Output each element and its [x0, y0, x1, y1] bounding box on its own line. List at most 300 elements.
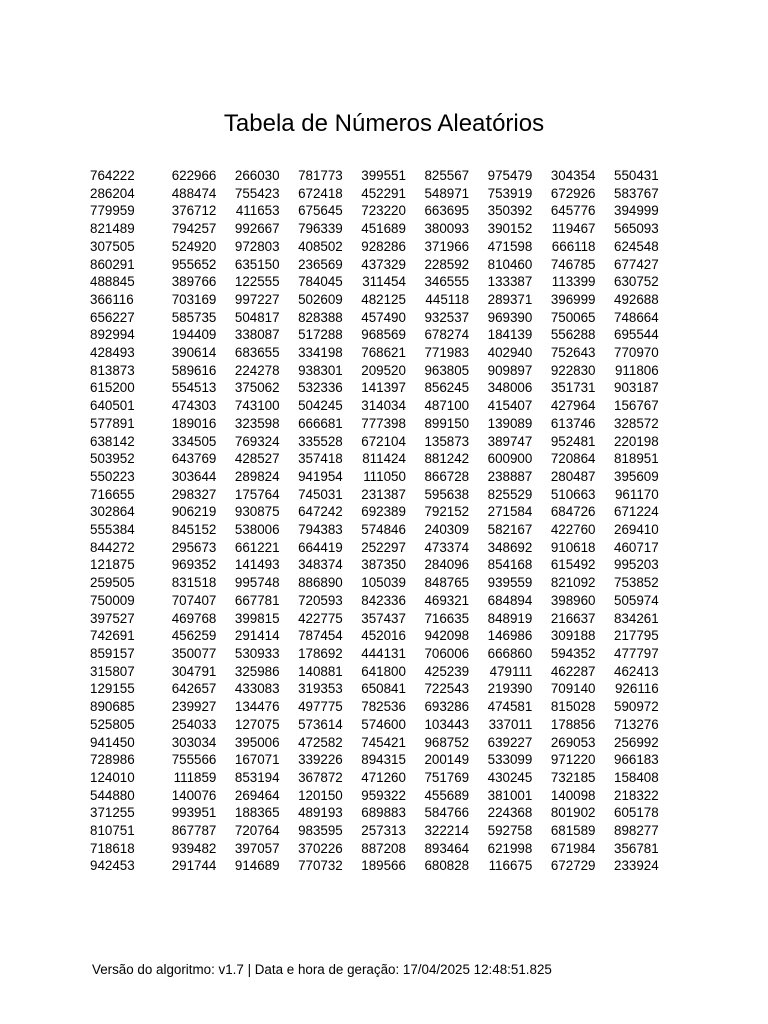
- table-cell: 750065: [550, 309, 596, 325]
- table-cell: 663695: [424, 203, 470, 219]
- table-cell: 969352: [171, 557, 217, 573]
- table-cell: 146986: [487, 628, 533, 644]
- table-cell: 966183: [614, 752, 659, 768]
- table-cell: 574600: [361, 716, 406, 732]
- table-cell: 452016: [361, 628, 406, 644]
- table-cell: 834261: [614, 610, 659, 626]
- table-row: [90, 840, 659, 858]
- table-cell: 259505: [90, 575, 135, 591]
- table-cell: 460717: [614, 539, 659, 555]
- table-cell: 338087: [234, 327, 280, 343]
- table-cell: 672104: [361, 433, 406, 449]
- table-cell: 380093: [424, 221, 470, 237]
- table-cell: 615200: [90, 380, 135, 396]
- table-cell: 903187: [614, 380, 659, 396]
- table-cell: 422775: [298, 610, 343, 626]
- table-row: [90, 645, 659, 663]
- table-cell: 787454: [298, 628, 343, 644]
- table-cell: 218322: [614, 787, 659, 803]
- table-row: [90, 751, 659, 769]
- table-cell: 254033: [171, 716, 217, 732]
- table-cell: 941954: [298, 468, 343, 484]
- table-cell: 415407: [487, 398, 533, 414]
- table-cell: 492688: [614, 291, 659, 307]
- table-cell: 457490: [361, 309, 406, 325]
- table-cell: 455689: [424, 787, 470, 803]
- table-cell: 390152: [487, 221, 533, 237]
- table-cell: 548971: [424, 185, 470, 201]
- table-cell: 387350: [361, 557, 406, 573]
- table-cell: 893464: [424, 840, 470, 856]
- table-cell: 842336: [361, 592, 406, 608]
- table-cell: 346555: [424, 274, 470, 290]
- table-cell: 718618: [90, 840, 135, 856]
- table-cell: 462287: [550, 663, 596, 679]
- table-cell: 389766: [171, 274, 217, 290]
- table-cell: 473374: [424, 539, 470, 555]
- table-cell: 867787: [171, 823, 217, 839]
- table-cell: 821092: [550, 575, 596, 591]
- table-cell: 113399: [551, 274, 596, 290]
- table-cell: 474303: [171, 398, 217, 414]
- table-cell: 942453: [90, 858, 135, 874]
- table-cell: 371255: [90, 805, 135, 821]
- table-cell: 397527: [90, 610, 135, 626]
- table-cell: 350077: [171, 645, 217, 661]
- table-cell: 538006: [234, 522, 280, 538]
- table-cell: 348374: [298, 557, 343, 573]
- table-cell: 269410: [614, 522, 659, 538]
- table-cell: 200149: [424, 752, 470, 768]
- table-cell: 139089: [487, 415, 533, 431]
- table-cell: 898277: [614, 823, 659, 839]
- table-cell: 689883: [361, 805, 406, 821]
- table-cell: 525805: [90, 716, 135, 732]
- table-cell: 680828: [424, 858, 470, 874]
- table-cell: 556288: [550, 327, 596, 343]
- table-cell: 584766: [424, 805, 470, 821]
- table-cell: 942098: [424, 628, 470, 644]
- table-cell: 376712: [171, 203, 217, 219]
- table-row: [90, 680, 659, 698]
- table-cell: 825567: [424, 168, 470, 183]
- table-cell: 141397: [361, 380, 406, 396]
- table-cell: 952481: [550, 433, 596, 449]
- table-cell: 770732: [298, 858, 343, 874]
- table-cell: 367872: [298, 769, 343, 785]
- table-cell: 577891: [90, 415, 135, 431]
- table-cell: 219390: [487, 681, 533, 697]
- table-cell: 334198: [298, 345, 343, 361]
- table-cell: 716635: [424, 610, 470, 626]
- table-cell: 894315: [361, 752, 406, 768]
- table-cell: 444131: [361, 645, 406, 661]
- table-row: [90, 362, 659, 380]
- table-cell: 703169: [171, 291, 217, 307]
- table-cell: 389747: [487, 433, 533, 449]
- table-cell: 269464: [234, 787, 280, 803]
- table-cell: 941450: [90, 734, 135, 750]
- table-cell: 753919: [487, 185, 533, 201]
- table-cell: 430245: [487, 769, 533, 785]
- table-cell: 304354: [550, 168, 596, 183]
- table-cell: 357418: [298, 451, 343, 467]
- table-cell: 322214: [424, 823, 470, 839]
- table-cell: 777398: [361, 415, 406, 431]
- table-cell: 445118: [425, 291, 470, 307]
- table-cell: 910618: [550, 539, 596, 555]
- table-cell: 796339: [298, 221, 343, 237]
- table-cell: 167071: [234, 752, 280, 768]
- table-cell: 357437: [361, 610, 406, 626]
- table-cell: 671984: [550, 840, 596, 856]
- table-row: [90, 185, 659, 203]
- table-cell: 399815: [234, 610, 280, 626]
- table-cell: 371966: [424, 238, 470, 254]
- table-cell: 550431: [614, 168, 659, 183]
- table-cell: 189566: [361, 858, 406, 874]
- table-cell: 615492: [550, 557, 596, 573]
- table-row: [90, 734, 659, 752]
- table-row: [90, 503, 659, 521]
- table-cell: 178692: [298, 645, 343, 661]
- table-cell: 228592: [424, 256, 470, 272]
- table-cell: 672729: [550, 858, 596, 874]
- table-cell: 408502: [298, 238, 343, 254]
- table-cell: 590972: [614, 699, 659, 715]
- table-cell: 779959: [90, 203, 135, 219]
- table-cell: 887208: [361, 840, 406, 856]
- table-cell: 256992: [614, 734, 659, 750]
- table-cell: 394999: [614, 203, 659, 219]
- table-cell: 671224: [614, 504, 659, 520]
- table-cell: 217795: [614, 628, 659, 644]
- table-cell: 642657: [171, 681, 217, 697]
- table-cell: 233924: [614, 858, 659, 874]
- table-row: [90, 326, 659, 344]
- table-cell: 911806: [614, 362, 659, 378]
- table-cell: 844272: [90, 539, 135, 555]
- table-cell: 488845: [90, 274, 135, 290]
- table-cell: 289371: [487, 291, 533, 307]
- table-cell: 771983: [424, 345, 470, 361]
- table-cell: 968752: [424, 734, 470, 750]
- table-cell: 156767: [614, 398, 659, 414]
- table-cell: 666118: [551, 238, 596, 254]
- table-row: [90, 857, 659, 875]
- table-cell: 224278: [234, 362, 280, 378]
- table-cell: 141493: [234, 557, 280, 573]
- table-cell: 134476: [234, 699, 280, 715]
- table-cell: 856245: [424, 380, 470, 396]
- table-cell: 402940: [487, 345, 533, 361]
- table-cell: 231387: [361, 486, 406, 502]
- table-cell: 291744: [171, 858, 217, 874]
- table-cell: 992667: [234, 221, 280, 237]
- table-cell: 961170: [614, 486, 659, 502]
- table-cell: 437329: [361, 256, 406, 272]
- table-cell: 909897: [487, 362, 533, 378]
- table-cell: 643769: [171, 451, 217, 467]
- table-cell: 720764: [234, 823, 280, 839]
- table-cell: 503952: [90, 451, 135, 467]
- table-cell: 583767: [614, 185, 659, 201]
- table-cell: 845152: [171, 522, 217, 538]
- table-cell: 672926: [550, 185, 596, 201]
- table-cell: 709140: [550, 681, 596, 697]
- table-row: [90, 610, 659, 628]
- table-cell: 280487: [550, 468, 596, 484]
- table-cell: 482125: [361, 291, 406, 307]
- table-cell: 238887: [487, 468, 533, 484]
- table-cell: 303644: [171, 468, 217, 484]
- table-cell: 993951: [171, 805, 217, 821]
- table-cell: 605178: [614, 805, 659, 821]
- table-row: [90, 769, 659, 787]
- table-cell: 479111: [489, 663, 533, 679]
- table-cell: 969390: [487, 309, 533, 325]
- table-cell: 881242: [424, 451, 470, 467]
- table-row: [90, 238, 659, 256]
- table-cell: 641800: [361, 663, 406, 679]
- table-cell: 319353: [298, 681, 343, 697]
- table-cell: 111859: [173, 769, 217, 785]
- table-cell: 995203: [614, 557, 659, 573]
- table-cell: 295673: [171, 539, 217, 555]
- table-cell: 638142: [90, 433, 135, 449]
- table-cell: 753852: [614, 575, 659, 591]
- table-cell: 175764: [234, 486, 280, 502]
- table-cell: 381001: [487, 787, 533, 803]
- table-cell: 792152: [424, 504, 470, 520]
- table-cell: 239927: [171, 699, 217, 715]
- table-cell: 325986: [234, 663, 280, 679]
- table-cell: 510663: [550, 486, 596, 502]
- table-cell: 487100: [424, 398, 470, 414]
- table-cell: 252297: [361, 539, 406, 555]
- table-cell: 782536: [361, 699, 406, 715]
- table-row: [90, 379, 659, 397]
- table-cell: 928286: [361, 238, 406, 254]
- table-cell: 122555: [234, 274, 280, 290]
- table-cell: 656227: [90, 309, 135, 325]
- table-cell: 716655: [90, 486, 135, 502]
- table-cell: 395609: [614, 468, 659, 484]
- table-cell: 784045: [298, 274, 343, 290]
- table-cell: 334505: [171, 433, 217, 449]
- table-cell: 781773: [298, 168, 343, 183]
- table-cell: 505974: [614, 592, 659, 608]
- table-row: [90, 167, 659, 185]
- table-cell: 428493: [90, 345, 135, 361]
- table-row: [90, 291, 659, 309]
- table-cell: 692389: [361, 504, 406, 520]
- table-cell: 304791: [171, 663, 217, 679]
- table-cell: 746785: [550, 256, 596, 272]
- table-cell: 890685: [90, 699, 135, 715]
- table-cell: 899150: [424, 415, 470, 431]
- table-cell: 854168: [487, 557, 533, 573]
- table-row: [90, 663, 659, 681]
- table-cell: 713276: [614, 716, 659, 732]
- table-cell: 677427: [614, 256, 659, 272]
- table-cell: 574846: [361, 522, 406, 538]
- table-cell: 743100: [234, 398, 280, 414]
- table-cell: 302864: [90, 504, 135, 520]
- table-cell: 433083: [234, 681, 280, 697]
- table-cell: 930875: [234, 504, 280, 520]
- table-cell: 859157: [90, 645, 135, 661]
- table-cell: 728986: [90, 752, 135, 768]
- table-cell: 722543: [424, 681, 470, 697]
- table-cell: 111050: [363, 468, 406, 484]
- table-cell: 158408: [614, 769, 659, 785]
- table-cell: 129155: [90, 681, 135, 697]
- table-cell: 425239: [424, 663, 470, 679]
- table-row: [90, 698, 659, 716]
- table-cell: 504817: [234, 309, 280, 325]
- table-row: [90, 450, 659, 468]
- table-cell: 370226: [298, 840, 343, 856]
- table-cell: 477797: [614, 645, 659, 661]
- table-cell: 810460: [487, 256, 533, 272]
- table-cell: 188365: [234, 805, 280, 821]
- table-cell: 350392: [487, 203, 533, 219]
- table-cell: 127075: [234, 716, 280, 732]
- table-cell: 755566: [171, 752, 217, 768]
- table-cell: 390614: [171, 345, 217, 361]
- table-cell: 975479: [487, 168, 533, 183]
- table-cell: 684726: [550, 504, 596, 520]
- table-cell: 892994: [90, 327, 135, 343]
- table-cell: 397057: [234, 840, 280, 856]
- table-cell: 133387: [487, 274, 533, 290]
- table-cell: 794383: [298, 522, 343, 538]
- table-cell: 555384: [90, 522, 135, 538]
- table-cell: 120150: [298, 787, 343, 803]
- table-cell: 706006: [424, 645, 470, 661]
- table-cell: 666860: [487, 645, 533, 661]
- table-row: [90, 787, 659, 805]
- table-cell: 286204: [90, 185, 135, 201]
- table-row: [90, 309, 659, 327]
- table-cell: 906219: [171, 504, 217, 520]
- table-cell: 681589: [550, 823, 596, 839]
- table-row: [90, 804, 659, 822]
- table-cell: 451689: [361, 221, 406, 237]
- table-cell: 750009: [90, 592, 135, 608]
- table-cell: 971220: [550, 752, 596, 768]
- table-cell: 848919: [487, 610, 533, 626]
- table-cell: 666681: [298, 415, 343, 431]
- table-cell: 589616: [171, 362, 217, 378]
- table-cell: 289824: [234, 468, 280, 484]
- table-cell: 395006: [234, 734, 280, 750]
- table-cell: 831518: [171, 575, 217, 591]
- table-cell: 995748: [234, 575, 280, 591]
- table-cell: 351731: [550, 380, 596, 396]
- table-cell: 471598: [487, 238, 533, 254]
- table-cell: 723220: [361, 203, 406, 219]
- table-cell: 348006: [487, 380, 533, 396]
- table-cell: 818951: [614, 451, 659, 467]
- table-cell: 639227: [487, 734, 533, 750]
- table-cell: 189016: [171, 415, 217, 431]
- table-row: [90, 822, 659, 840]
- table-cell: 428527: [234, 451, 280, 467]
- table-cell: 926116: [614, 681, 659, 697]
- table-cell: 456259: [171, 628, 217, 644]
- table-cell: 554513: [171, 380, 217, 396]
- table-row: [90, 220, 659, 238]
- table-cell: 640501: [90, 398, 135, 414]
- footer-text: Versão do algoritmo: v1.7 | Data e hora de geração: 17/04/2025 12:48:51.825: [92, 962, 552, 977]
- table-cell: 356781: [614, 840, 659, 856]
- table-cell: 983595: [298, 823, 343, 839]
- table-row: [90, 539, 659, 557]
- table-cell: 732185: [550, 769, 596, 785]
- table-cell: 184139: [487, 327, 533, 343]
- table-cell: 573614: [298, 716, 343, 732]
- table-row: [90, 256, 659, 274]
- table-cell: 664419: [298, 539, 343, 555]
- table-cell: 337011: [488, 716, 533, 732]
- table-cell: 720864: [550, 451, 596, 467]
- table-cell: 794257: [171, 221, 217, 237]
- table-cell: 650841: [361, 681, 406, 697]
- table-cell: 914689: [234, 858, 280, 874]
- table-cell: 530933: [234, 645, 280, 661]
- table-cell: 630752: [614, 274, 659, 290]
- table-cell: 963805: [424, 362, 470, 378]
- page-title: Tabela de Números Aleatórios: [223, 110, 545, 137]
- table-cell: 939559: [487, 575, 533, 591]
- table-cell: 853194: [234, 769, 280, 785]
- table-cell: 366116: [90, 291, 134, 307]
- table-row: [90, 397, 659, 415]
- table-cell: 314034: [361, 398, 406, 414]
- table-cell: 266030: [234, 168, 280, 183]
- table-cell: 194409: [171, 327, 217, 343]
- table-cell: 178856: [550, 716, 596, 732]
- table-cell: 396999: [550, 291, 596, 307]
- table-cell: 675645: [298, 203, 343, 219]
- table-cell: 452291: [361, 185, 406, 201]
- table-cell: 661221: [234, 539, 280, 555]
- table-cell: 938301: [298, 362, 343, 378]
- table-cell: 647242: [298, 504, 343, 520]
- table-cell: 997227: [234, 291, 280, 307]
- table-body: [90, 167, 659, 875]
- table-cell: 672418: [298, 185, 343, 201]
- table-cell: 271584: [487, 504, 533, 520]
- table-cell: 811424: [362, 451, 406, 467]
- table-cell: 489193: [298, 805, 343, 821]
- table-cell: 764222: [90, 168, 135, 183]
- table-cell: 972803: [234, 238, 280, 254]
- table-cell: 613746: [550, 415, 596, 431]
- table-cell: 474581: [487, 699, 533, 715]
- table-cell: 135873: [424, 433, 470, 449]
- table-cell: 411653: [235, 203, 280, 219]
- table-cell: 220198: [614, 433, 659, 449]
- table-cell: 517288: [298, 327, 343, 343]
- table-cell: 860291: [90, 256, 135, 272]
- table-cell: 959322: [361, 787, 406, 803]
- table-cell: 497775: [298, 699, 343, 715]
- table-cell: 240309: [424, 522, 470, 538]
- table-cell: 828388: [298, 309, 343, 325]
